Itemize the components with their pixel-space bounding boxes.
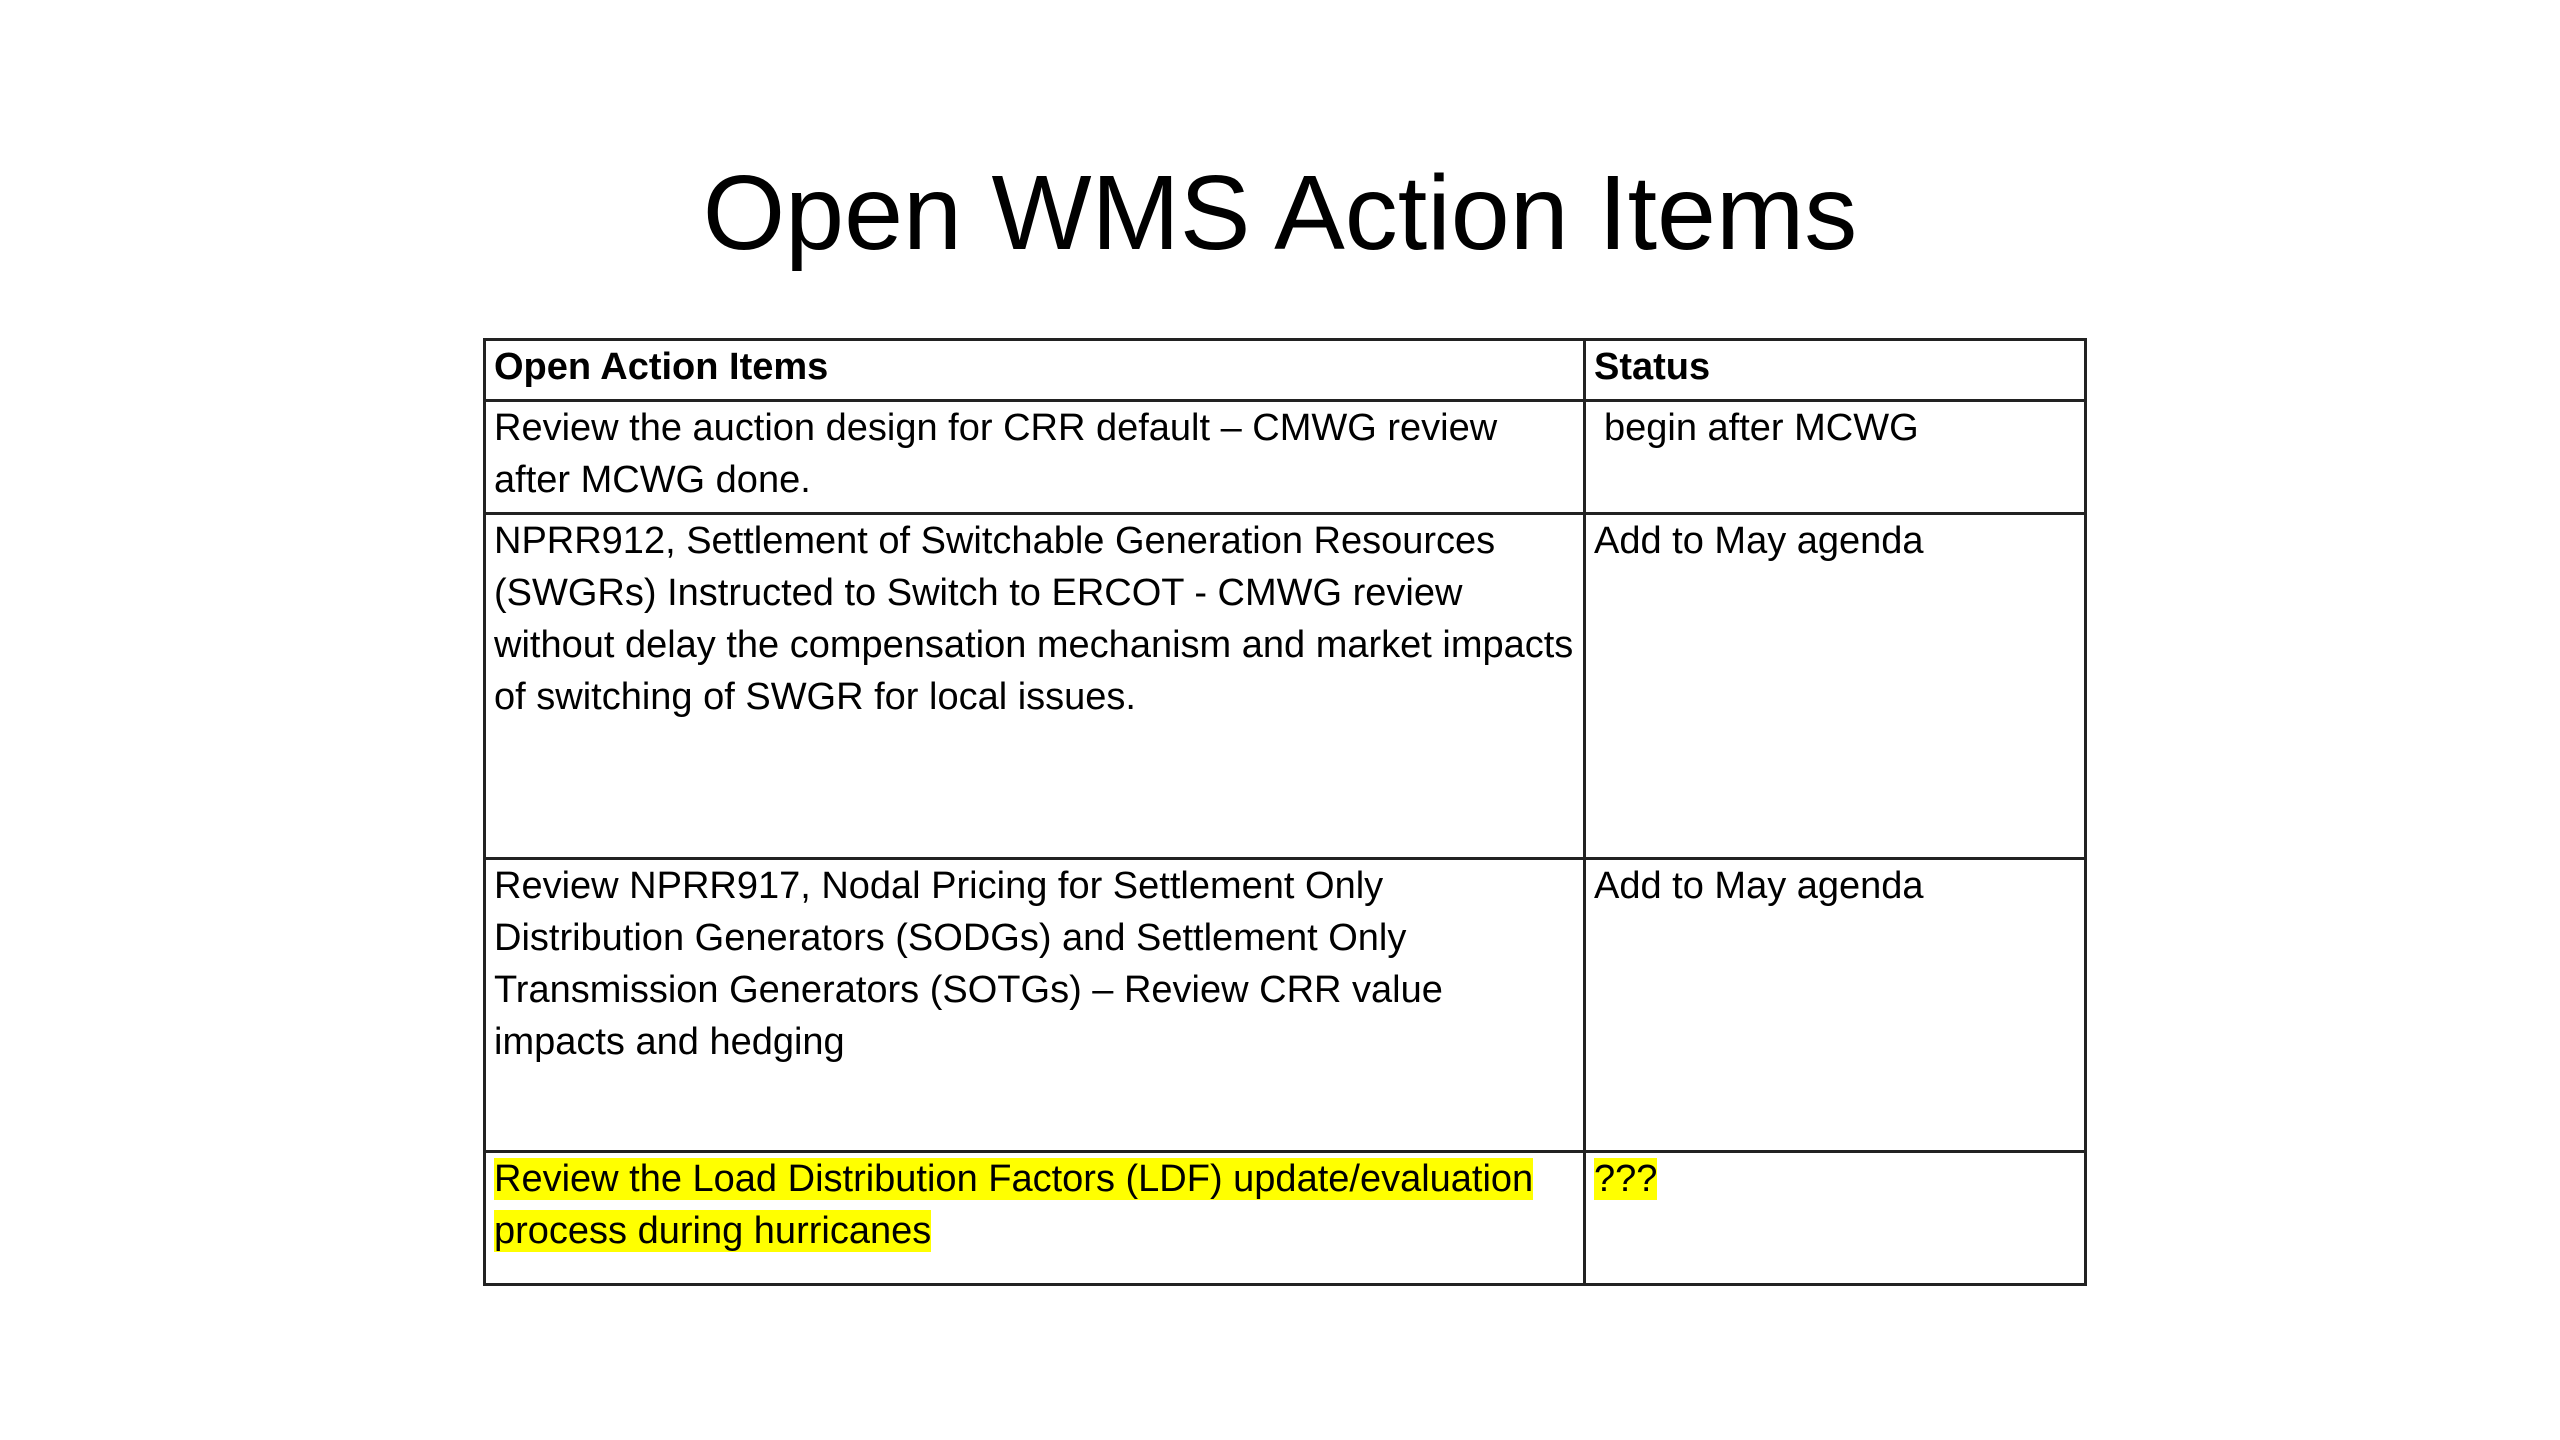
table-row xyxy=(485,514,2086,859)
header-open-action-items: Open Action Items xyxy=(485,340,1585,401)
status-cell: Add to May agenda xyxy=(1585,859,2086,1152)
status-cell: Add to May agenda xyxy=(1585,514,2086,859)
table-row xyxy=(485,401,2086,514)
action-item-cell: NPRR912, Settlement of Switchable Generation Resources (SWGRs) Instructed to Switch to ERCOT - CMWG review without delay the compensation mechanism and market impacts of switching of SWGR for local issues. xyxy=(485,514,1585,859)
highlighted-action-text: Review the Load Distribution Factors (LDF) update/evaluation process during hurricanes xyxy=(494,1158,1534,1252)
action-items-table xyxy=(483,338,2087,1286)
table-row xyxy=(485,1152,2086,1285)
status-cell-highlighted xyxy=(1585,1152,2086,1285)
table-header-row xyxy=(485,340,2086,401)
slide-title: Open WMS Action Items xyxy=(702,154,1858,272)
action-item-cell-highlighted xyxy=(485,1152,1585,1285)
header-status: Status xyxy=(1585,340,2086,401)
status-cell: begin after MCWG xyxy=(1585,401,2086,514)
highlighted-status-text: ??? xyxy=(1594,1158,1658,1200)
action-item-cell: Review the auction design for CRR default – CMWG review after MCWG done. xyxy=(485,401,1585,514)
action-item-cell: Review NPRR917, Nodal Pricing for Settlement Only Distribution Generators (SODGs) and Settlement Only Transmission Generators (SOTGs) – Review CRR value impacts and hedging xyxy=(485,859,1585,1152)
table-row xyxy=(485,859,2086,1152)
